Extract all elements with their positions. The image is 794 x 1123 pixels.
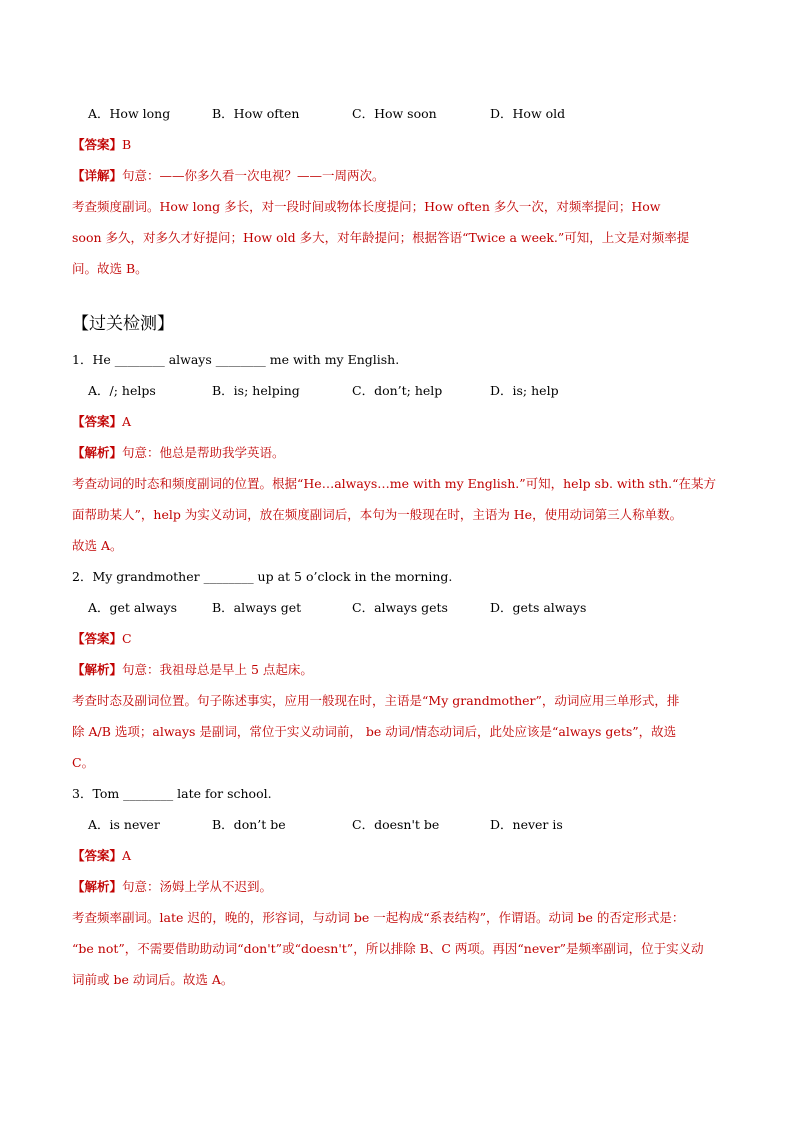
document-page	[72, 98, 724, 995]
answer-line	[72, 840, 724, 871]
question-stem: 2．My grandmother ________ up at 5 o’clock in the morning.	[72, 569, 453, 584]
option-d: D．is; help	[490, 383, 559, 398]
analysis-text: 句意：我祖母总是早上 5 点起床。	[122, 662, 313, 677]
analysis-label: 【解析】	[72, 662, 123, 677]
answer-value: A	[122, 414, 132, 429]
answer-value: A	[122, 848, 132, 863]
answer-line	[72, 406, 724, 437]
option-c: C．always gets	[352, 600, 448, 615]
answer-label: 【答案】	[72, 137, 123, 152]
option-a: A．/; helps	[88, 383, 156, 398]
explanation-line: soon 多久，对多久才好提问；How old 多大，对年龄提问；根据答语“Twice a week.”可知，上文是对频率提	[72, 230, 690, 245]
options-row	[72, 809, 724, 840]
options-row	[72, 98, 724, 129]
options-row	[72, 592, 724, 623]
option-b: B．always get	[212, 600, 302, 615]
option-d: D．How old	[490, 106, 566, 121]
answer-label: 【答案】	[72, 414, 123, 429]
analysis-text: 句意：他总是帮助我学英语。	[122, 445, 285, 460]
option-a: A．How long	[88, 106, 171, 121]
option-d: D．never is	[490, 817, 563, 832]
explanation-line: 除 A/B 选项；always 是副词，常位于实义动词前， be 动词/情态动词后，此处应该是“always gets”，故选	[72, 724, 677, 739]
detail-label: 【详解】	[72, 168, 123, 183]
section-title: 【过关检测】	[72, 314, 174, 334]
option-b: B．is; helping	[212, 383, 300, 398]
options-row	[72, 375, 724, 406]
analysis-line	[72, 871, 724, 902]
detail-text: 句意：——你多久看一次电视？——一周两次。	[122, 168, 385, 183]
answer-label: 【答案】	[72, 848, 123, 863]
option-c: C．How soon	[352, 106, 437, 121]
analysis-label: 【解析】	[72, 445, 123, 460]
detail-line	[72, 160, 724, 191]
answer-value: B	[122, 137, 132, 152]
explanation-line: C。	[72, 755, 95, 770]
explanation-line: 问。故选 B。	[72, 261, 148, 276]
option-a: A．is never	[88, 817, 160, 832]
explanation-line: “be not”，不需要借助助动词“don't”或“doesn't”，所以排除 B、C 两项。再因“never”是频率副词，位于实义动	[72, 941, 704, 956]
analysis-label: 【解析】	[72, 879, 123, 894]
question-stem: 1．He ________ always ________ me with my English.	[72, 352, 400, 367]
explanation-line: 词前或 be 动词后。故选 A。	[72, 972, 234, 987]
option-b: B．don’t be	[212, 817, 286, 832]
answer-label: 【答案】	[72, 631, 123, 646]
answer-line	[72, 129, 724, 160]
answer-line	[72, 623, 724, 654]
analysis-line	[72, 437, 724, 468]
explanation-line: 考查时态及副词位置。句子陈述事实，应用一般现在时，主语是“My grandmother”，动词应用三单形式，排	[72, 693, 680, 708]
explanation-line: 故选 A。	[72, 538, 123, 553]
analysis-line	[72, 654, 724, 685]
explanation-line: 考查频率副词。late 迟的，晚的，形容词，与动词 be 一起构成“系表结构”，作谓语。动词 be 的否定形式是：	[72, 910, 685, 925]
explanation-line: 面帮助某人”，help 为实义动词，放在频度副词后，本句为一般现在时，主语为 He，使用动词第三人称单数。	[72, 507, 683, 522]
explanation-line: 考查动词的时态和频度副词的位置。根据“He…always…me with my English.”可知，help sb. with sth.“在某方	[72, 476, 717, 491]
option-b: B．How often	[212, 106, 300, 121]
question-stem: 3．Tom ________ late for school.	[72, 786, 272, 801]
analysis-text: 句意：汤姆上学从不迟到。	[122, 879, 273, 894]
option-c: C．doesn't be	[352, 817, 440, 832]
option-a: A．get always	[88, 600, 178, 615]
option-c: C．don’t; help	[352, 383, 443, 398]
answer-value: C	[122, 631, 132, 646]
option-d: D．gets always	[490, 600, 587, 615]
explanation-line: 考查频度副词。How long 多长，对一段时间或物体长度提问；How often 多久一次，对频率提问；How	[72, 199, 661, 214]
